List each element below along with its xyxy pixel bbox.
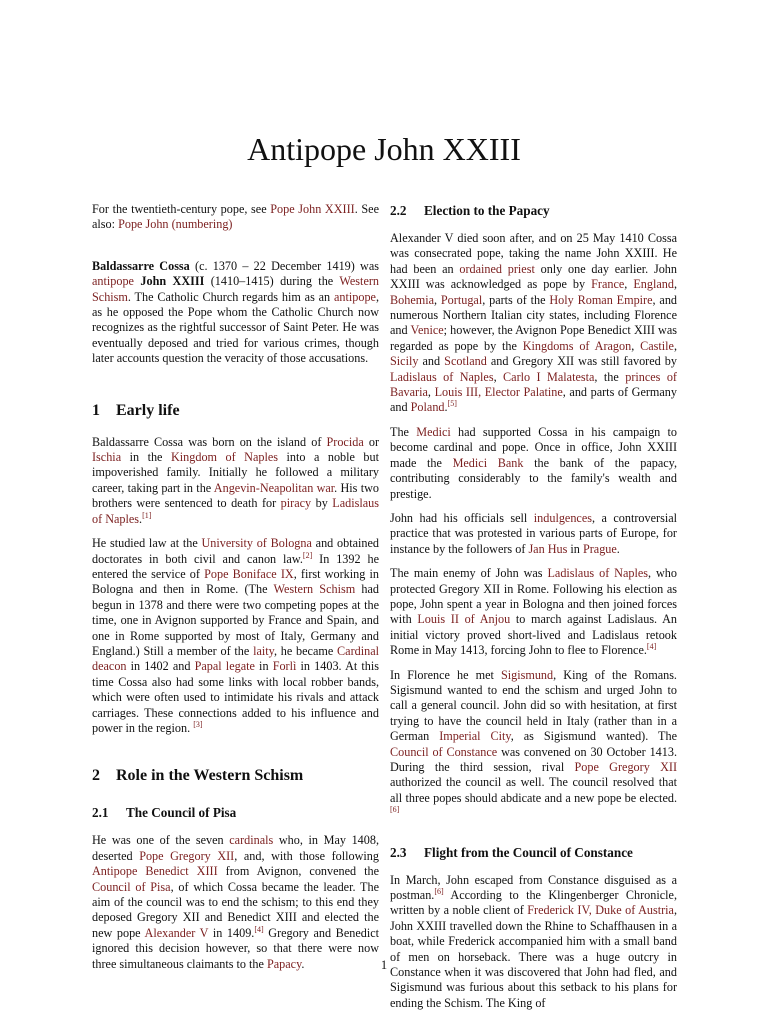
subsection-heading-election-to-papacy: 2.2 Election to the Papacy: [390, 203, 550, 218]
link-angevin-neapolitan-war[interactable]: Angevin-Neapolitan war: [213, 480, 335, 495]
link-papacy[interactable]: Papacy: [266, 956, 302, 971]
link-castile[interactable]: Castile: [640, 338, 674, 353]
link-antipope[interactable]: antipope: [92, 274, 134, 289]
link-papal-legate[interactable]: Papal legate: [194, 659, 255, 674]
link-jan-hus[interactable]: Jan Hus: [528, 541, 568, 556]
link-alexander-v[interactable]: Alexander V: [144, 925, 209, 940]
citation-ref[interactable]: [6]: [434, 886, 444, 896]
link-portugal[interactable]: Portugal: [440, 292, 483, 307]
regnal-name: John XXIII: [140, 274, 205, 289]
link-pope-gregory-xii[interactable]: Pope Gregory XII: [574, 760, 678, 774]
link-ischia[interactable]: Ischia: [92, 450, 122, 465]
link-pope-boniface-ix[interactable]: Pope Boniface IX: [204, 566, 294, 581]
page-title: Antipope John XXIII: [247, 131, 521, 168]
link-medici[interactable]: Medici: [416, 424, 451, 439]
link-piracy[interactable]: piracy: [280, 496, 312, 511]
page-number: 1: [380, 958, 388, 972]
citation-ref[interactable]: [1]: [142, 510, 152, 520]
election-paragraph-5: In Florence he met Sigismund, King of the Romans. Sigismund wanted to end the schism and urged John to call a general council. John did so with hesitation, at first trying to have the council held in Italy (rather than in a German Imperial City, as Sigismund wanted). The Council of Constance was convened on 30 October 1413. During the third session, rival Pope Gregory XII authorized the council as well. The council resolved that all three popes should abdicate and a new pope be elected.[6]: [390, 667, 678, 815]
link-procida[interactable]: Procida: [326, 434, 364, 449]
link-western-schism[interactable]: Western Schism: [92, 274, 380, 304]
flight-paragraph: In March, John escaped from Constance disguised as a postman.[6] According to the Klingenberger Chronicle, written by a noble client of Frederick IV, Duke of Austria, John XXIII travelled down the Rhine to Schaffhausen in a boat, while Frederick accompanied him with a small band of men on horseback. There was a huge outcry in Constance when it was discovered that John had fled, and Sigismund was furious about this setback to his plans for ending the Schism. The King of: [390, 872, 677, 1010]
subsection-heading-council-of-pisa: 2.1 The Council of Pisa: [92, 805, 237, 821]
hatnote-link-pope-john-numbering[interactable]: Pope John (numbering): [118, 217, 233, 232]
link-louis-ii-of-anjou[interactable]: Louis II of Anjou: [417, 612, 511, 627]
link-university-of-bologna[interactable]: University of Bologna: [201, 536, 312, 551]
link-poland[interactable]: Poland: [410, 400, 445, 415]
link-frederick-iv-duke-of-austria[interactable]: Frederick IV, Duke of Austria: [527, 903, 674, 918]
citation-ref[interactable]: [6]: [390, 805, 400, 815]
election-paragraph-3: John had his officials sell indulgences, a controversial practice that was protested in various parts of Europe, for instance by the followers of Jan Hus in Prague.: [390, 510, 677, 556]
subject-name: Baldassarre Cossa: [92, 258, 190, 273]
hatnote: For the twentieth-century pope, see Pope John XXIII. See also: Pope John (numbering): [92, 202, 379, 232]
link-antipope[interactable]: antipope: [333, 289, 376, 304]
link-cardinal-deacon[interactable]: Cardinal deacon: [92, 643, 379, 674]
link-holy-roman-empire[interactable]: Holy Roman Empire: [549, 292, 653, 307]
intro-paragraph: Baldassarre Cossa (c. 1370 – 22 December 1419) was antipope John XXIII (1410–1415) during the Western Schism. The Catholic Church regards him as an antipope, as he opposed the Pope whom the Catholic Church now recognizes as the rightful successor of Saint Peter. He was eventually deposed and tried for various crimes, though later accounts question the veracity of those accusations.: [92, 258, 380, 366]
link-ordained-priest[interactable]: ordained priest: [459, 261, 535, 276]
link-antipope-benedict-xiii[interactable]: Antipope Benedict XIII: [92, 864, 218, 879]
link-kingdom-of-naples[interactable]: Kingdom of Naples: [170, 450, 278, 465]
link-princes-of-bavaria[interactable]: princes of Bavaria: [390, 369, 677, 400]
link-ladislaus-of-naples[interactable]: Ladislaus of Naples: [547, 566, 649, 581]
right-column: [390, 202, 677, 1020]
citation-ref[interactable]: [5]: [447, 399, 457, 409]
election-paragraph-1: Alexander V died soon after, and on 25 May 1410 Cossa was consecrated pope, taking the name John XXIII. He had been an ordained priest only one day earlier. John XXIII was acknowledged as pope by France, England, Bohemia, Portugal, parts of the Holy Roman Empire, and numerous Northern Italian city states, including Florence and Venice; however, the Avignon Pope Benedict XIII was regarded as pope by the Kingdoms of Aragon, Castile, Sicily and Scotland and Gregory XII was still favored by Ladislaus of Naples, Carlo I Malatesta, the princes of Bavaria, Louis III, Elector Palatine, and parts of Germany and Poland.[5]: [390, 231, 678, 415]
citation-ref[interactable]: [4]: [646, 642, 657, 652]
early-life-paragraph-2: He studied law at the University of Bologna and obtained doctorates in both civil and canon law.[2] In 1392 he entered the service of Pope Boniface IX, first working in Bologna and then in Rome. (The Western Schism had begun in 1378 and there were two competing popes at the time, one in Avignon supported by France and Spain, and one in Rome supported by most of Italy, Germany and England.) Still a member of the laity, he became Cardinal deacon in 1402 and Papal legate in Forlì in 1403. At this time Cossa also had some links with local robber bands, which were often used to intimidate his rivals and attack carriages. These connections added to his influence and power in the region. [3]: [92, 536, 380, 735]
link-venice[interactable]: Venice: [410, 323, 444, 338]
link-indulgences[interactable]: indulgences: [533, 510, 592, 525]
link-council-of-constance[interactable]: Council of Constance: [390, 744, 498, 759]
link-ladislaus-of-naples[interactable]: Ladislaus of Naples: [92, 496, 380, 526]
citation-ref[interactable]: [4]: [254, 924, 264, 934]
hatnote-link-pope-john-xxiii[interactable]: Pope John XXIII: [270, 202, 355, 216]
link-kingdoms-of-aragon[interactable]: Kingdoms of Aragon: [522, 338, 632, 353]
link-prague[interactable]: Prague: [582, 541, 617, 556]
link-pope-gregory-xii[interactable]: Pope Gregory XII: [139, 848, 235, 863]
link-medici-bank[interactable]: Medici Bank: [452, 455, 524, 470]
link-scotland[interactable]: Scotland: [444, 354, 487, 369]
link-ladislaus-of-naples[interactable]: Ladislaus of Naples: [390, 369, 494, 384]
link-laity[interactable]: laity: [253, 643, 274, 658]
council-of-pisa-paragraph: He was one of the seven cardinals who, in May 1408, deserted Pope Gregory XII, and, with those following Antipope Benedict XIII from Avignon, convened the Council of Pisa, of which Cossa became the leader. The aim of the council was to end the schism; to this end they deposed Gregory XII and Benedict XIII and elected the new pope Alexander V in 1409.[4] Gregory and Benedict ignored this decision however, so that there were now three simultaneous claimants to the Papacy.: [92, 833, 380, 971]
section-heading-role-in-western-schism: 2 Role in the Western Schism: [92, 767, 304, 785]
citation-ref[interactable]: [3]: [193, 719, 203, 729]
link-western-schism[interactable]: Western Schism: [273, 582, 356, 597]
section-heading-early-life: 1 Early life: [92, 401, 180, 419]
link-england[interactable]: England: [633, 277, 674, 292]
citation-ref[interactable]: [2]: [302, 550, 313, 560]
link-louis-iii-elector-palatine[interactable]: Louis III, Elector Palatine: [434, 385, 563, 400]
election-paragraph-2: The Medici had supported Cossa in his campaign to become cardinal and pope. Once in office, John XXIII made the Medici Bank the bank of the papacy, contributing considerably to the family's wealth and prestige.: [390, 424, 678, 501]
early-life-paragraph-1: Baldassarre Cossa was born on the island of Procida or Ischia in the Kingdom of Naples into a noble but impoverished family. Initially he followed a military career, taking part in the Angevin-Neapolitan war. His two brothers were sentenced to death for piracy by Ladislaus of Naples.[1]: [92, 434, 380, 526]
election-paragraph-4: The main enemy of John was Ladislaus of Naples, who protected Gregory XII in Rome. Following his election as pope, John spent a year in Bologna and then joined forces with Louis II of Anjou to march against Ladislaus. An initial victory proved short-lived and Ladislaus retook Rome in May 1413, forcing John to flee to Florence.[4]: [390, 566, 678, 658]
link-forli[interactable]: Forlì: [272, 659, 297, 674]
link-cardinals[interactable]: cardinals: [229, 833, 274, 848]
link-imperial-city[interactable]: Imperial City: [439, 729, 511, 744]
link-council-of-pisa[interactable]: Council of Pisa: [92, 879, 171, 894]
link-bohemia[interactable]: Bohemia: [390, 292, 435, 307]
link-sicily[interactable]: Sicily: [390, 354, 419, 369]
subsection-heading-flight-from-constance: 2.3 Flight from the Council of Constance: [390, 844, 633, 860]
link-france[interactable]: France: [591, 277, 625, 292]
link-sigismund[interactable]: Sigismund: [500, 667, 554, 682]
link-carlo-i-malatesta[interactable]: Carlo I Malatesta: [503, 369, 595, 384]
left-column: [92, 202, 379, 981]
